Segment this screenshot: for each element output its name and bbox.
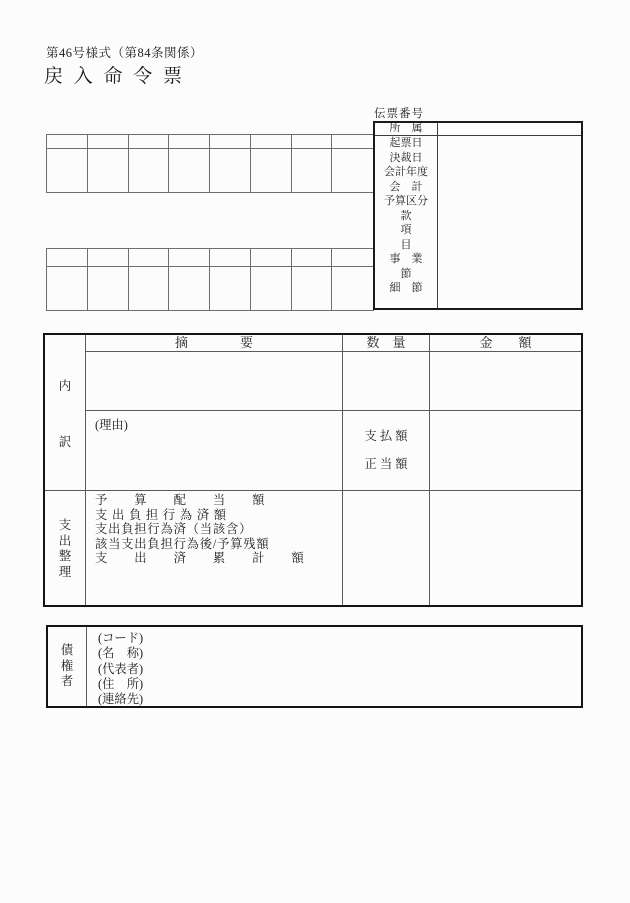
- table-line: [85, 351, 581, 352]
- section-label-char: 訳: [58, 434, 72, 449]
- section-label-char: 支: [58, 518, 72, 532]
- expenditure-summary-lines: [86, 493, 342, 566]
- grid-cell: [251, 267, 292, 310]
- slip-field-label: 細 節: [389, 282, 423, 295]
- expenditure-line: 予 算 配 当 額: [95, 493, 266, 507]
- grid-cell: [332, 267, 373, 310]
- amount-row-label: 正 当 額: [364, 457, 408, 471]
- section-label-char: 債: [60, 643, 74, 658]
- expenditure-line: 支 出 済 累 計 額: [95, 551, 305, 566]
- lower-entry-grid: [46, 248, 374, 311]
- slip-field-label: 款: [400, 209, 412, 222]
- grid-cell: [88, 149, 129, 192]
- column-header-summary: 摘 要: [174, 335, 253, 350]
- grid-cell: [292, 267, 333, 310]
- section-label-char: 整: [58, 549, 72, 563]
- amount-row-labels: [343, 411, 429, 490]
- slip-field-label: 目: [400, 238, 412, 251]
- section-label-expenditure: [45, 493, 85, 605]
- column-header-quantity: 数 量: [366, 335, 406, 350]
- expenditure-line: 該当支出負担行為後/予算残額: [95, 536, 270, 551]
- table-line: [45, 490, 581, 491]
- creditor-field-label: (連絡先): [98, 692, 144, 707]
- section-label-char: 理: [58, 564, 72, 579]
- grid-cell: [251, 135, 292, 149]
- slip-field-label: 会計年度: [384, 166, 428, 179]
- grid-cell: [129, 135, 170, 149]
- grid-cell: [88, 135, 129, 149]
- upper-entry-grid: [46, 134, 374, 193]
- section-label-creditor: [48, 627, 86, 706]
- grid-cell: [251, 249, 292, 267]
- creditor-field-label: (コード): [98, 631, 144, 645]
- slip-field-label: 起票日: [389, 137, 423, 149]
- expenditure-line: 支 出 負 担 行 為 済 額: [95, 507, 227, 522]
- form-number: 第46号様式（第84条関係）: [46, 46, 204, 60]
- grid-cell: [210, 267, 251, 310]
- section-label-char: 内: [58, 378, 72, 393]
- grid-cell: [88, 267, 129, 310]
- grid-cell: [292, 249, 333, 267]
- reason-label: (理由): [95, 418, 128, 432]
- section-label-char: 権: [60, 658, 74, 673]
- grid-cell: [129, 149, 170, 192]
- creditor-field-label: (住 所): [98, 676, 144, 691]
- creditor-box: [46, 625, 583, 708]
- grid-cell: [47, 249, 88, 267]
- slip-number-label: 伝票番号: [374, 108, 424, 120]
- slip-field-label: 決裁日: [389, 151, 423, 164]
- grid-cell: [332, 249, 373, 267]
- slip-field-label: 項: [400, 224, 412, 237]
- creditor-field-label: (代表者): [98, 661, 144, 676]
- amount-row-label: 支 払 額: [364, 429, 408, 443]
- grid-cell: [332, 135, 373, 149]
- slip-field-label: 予算区分: [384, 195, 428, 208]
- section-label-char: 者: [60, 674, 74, 689]
- grid-cell: [47, 149, 88, 192]
- grid-cell: [210, 249, 251, 267]
- department-label: 所 属: [389, 122, 423, 134]
- slip-field-label: 会 計: [389, 180, 423, 193]
- grid-cell: [169, 249, 210, 267]
- grid-cell: [129, 249, 170, 267]
- section-label-breakdown: [45, 335, 85, 490]
- grid-cell: [292, 135, 333, 149]
- slip-field-label: 事 業: [389, 253, 423, 266]
- grid-cell: [169, 267, 210, 310]
- slip-field-labels: [375, 136, 437, 296]
- main-table: [43, 333, 583, 607]
- grid-cell: [47, 267, 88, 310]
- grid-cell: [47, 135, 88, 149]
- slip-info-panel: [373, 121, 583, 310]
- grid-cell: [88, 249, 129, 267]
- creditor-field-lines: [87, 627, 577, 707]
- section-label-char: 出: [58, 533, 72, 548]
- slip-field-label: 節: [400, 267, 412, 280]
- table-line: [429, 335, 430, 605]
- grid-cell: [332, 149, 373, 192]
- grid-cell: [169, 149, 210, 192]
- page-title: 戻 入 命 令 票: [44, 66, 186, 87]
- grid-cell: [251, 149, 292, 192]
- grid-cell: [210, 135, 251, 149]
- grid-cell: [169, 135, 210, 149]
- panel-divider-vertical: [437, 123, 438, 308]
- expenditure-line: 支出負担行為済（当該含）: [95, 522, 253, 537]
- creditor-field-label: (名 称): [98, 646, 144, 661]
- column-header-amount: 金 額: [479, 335, 532, 350]
- grid-cell: [292, 149, 333, 192]
- grid-cell: [129, 267, 170, 310]
- grid-cell: [210, 149, 251, 192]
